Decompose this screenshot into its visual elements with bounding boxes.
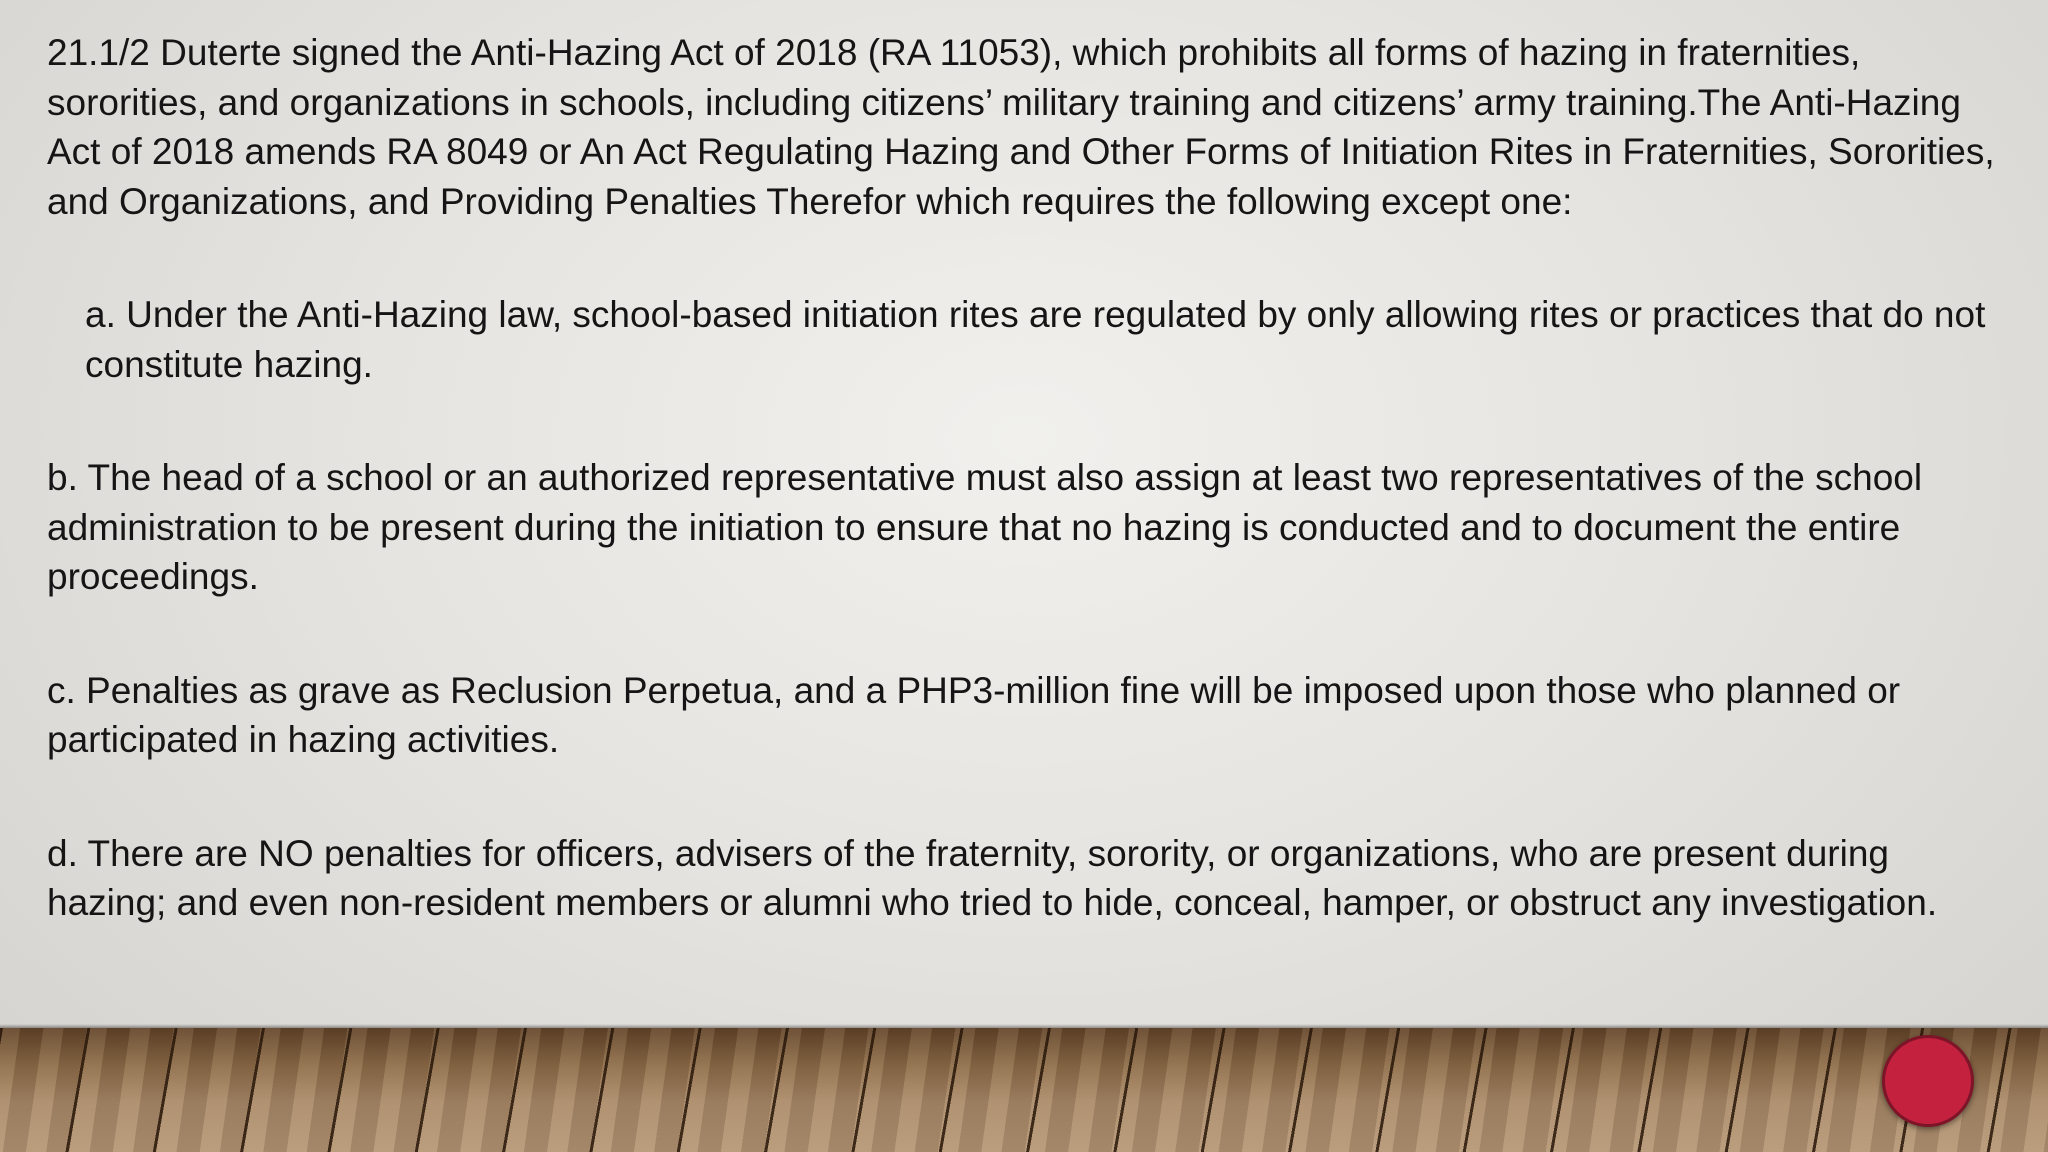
wood-floor-decoration <box>0 1028 2048 1152</box>
slide-content <box>47 28 2012 928</box>
next-slide-button[interactable] <box>1882 1035 1974 1127</box>
option-b: b. The head of a school or an authorized representative must also assign at least two representatives of the school administration to be present during the initiation to ensure that no hazing is conducted and to document the entire proceedings. <box>47 457 1923 597</box>
option-d: d. There are NO penalties for officers, advisers of the fraternity, sorority, or organizations, who are present during hazing; and even non-resident members or alumni who tried to hide, conceal, hamper, or obstruct any investigation. <box>47 832 1938 923</box>
option-c: c. Penalties as grave as Reclusion Perpetua, and a PHP3-million fine will be imposed upon those who planned or participated in hazing activities. <box>47 669 1901 760</box>
option-a: a. Under the Anti-Hazing law, school-based initiation rites are regulated by only allowing rites or practices that do not constitute hazing. <box>85 294 1986 385</box>
question-text: 21.1/2 Duterte signed the Anti-Hazing Act of 2018 (RA 11053), which prohibits all forms of hazing in fraternities, sororities, and organizations in schools, including citizens’ military training and citizens’ army training.The Anti-Hazing Act of 2018 amends RA 8049 or An Act Regulating Hazing and Other Forms of Initiation Rites in Fraternities, Sororities, and Organizations, and Providing Penalties Therefor which requires the following except one: <box>47 32 1995 222</box>
